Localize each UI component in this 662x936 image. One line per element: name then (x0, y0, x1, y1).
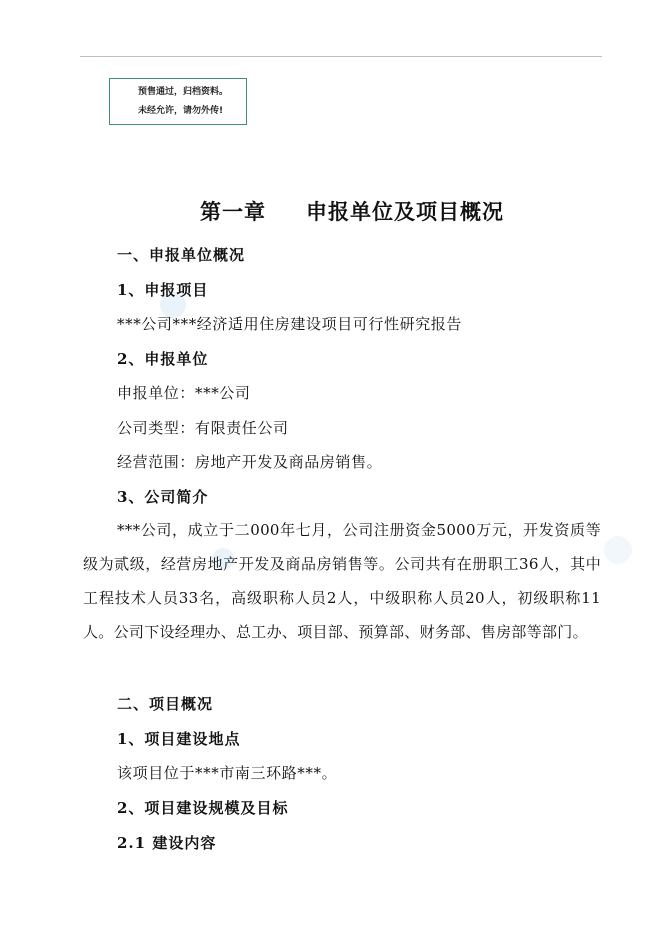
subsection-heading: 3、公司简介 (117, 488, 209, 506)
section-heading: 二、项目概况 (117, 695, 214, 713)
subsection-heading: 1、申报项目 (117, 281, 209, 299)
company-type-line: 公司类型：有限责任公司 (117, 419, 289, 437)
chapter-number: 第一章 (200, 199, 266, 224)
stamp-line-2: 未经允许，请勿外传! (138, 106, 224, 116)
subsection-heading: 2、项目建设规模及目标 (117, 799, 289, 817)
confidential-stamp (109, 78, 247, 125)
subsection-heading: 2、申报单位 (117, 350, 209, 368)
subsection-heading: 2.1 建设内容 (117, 834, 217, 852)
company-intro-paragraph: ***公司，成立于二000年七月，公司注册资金5000万元，开发资质等级为贰级，经营房地产开发及商品房销售等。公司共有在册职工36人，其中工程技术人员33名，高级职称人员2人，中级职称人员20人，初级职称11人。公司下设经理办、总工办、项目部、预算部、财务部、售房部等部门。 (83, 521, 601, 641)
stamp-line-1: 预售通过，归档资料。 (138, 87, 229, 97)
project-name: ***公司***经济适用住房建设项目可行性研究报告 (117, 315, 463, 333)
applicant-line: 申报单位：***公司 (117, 384, 251, 402)
section-heading: 一、申报单位概况 (117, 246, 246, 264)
subsection-heading: 1、项目建设地点 (117, 730, 241, 748)
header-rule (80, 56, 602, 57)
chapter-title (200, 196, 504, 226)
business-scope-line: 经营范围：房地产开发及商品房销售。 (117, 453, 383, 471)
watermark-mark (604, 536, 632, 564)
chapter-heading: 申报单位及项目概况 (306, 199, 504, 224)
project-location: 该项目位于***市南三环路***。 (117, 764, 338, 782)
